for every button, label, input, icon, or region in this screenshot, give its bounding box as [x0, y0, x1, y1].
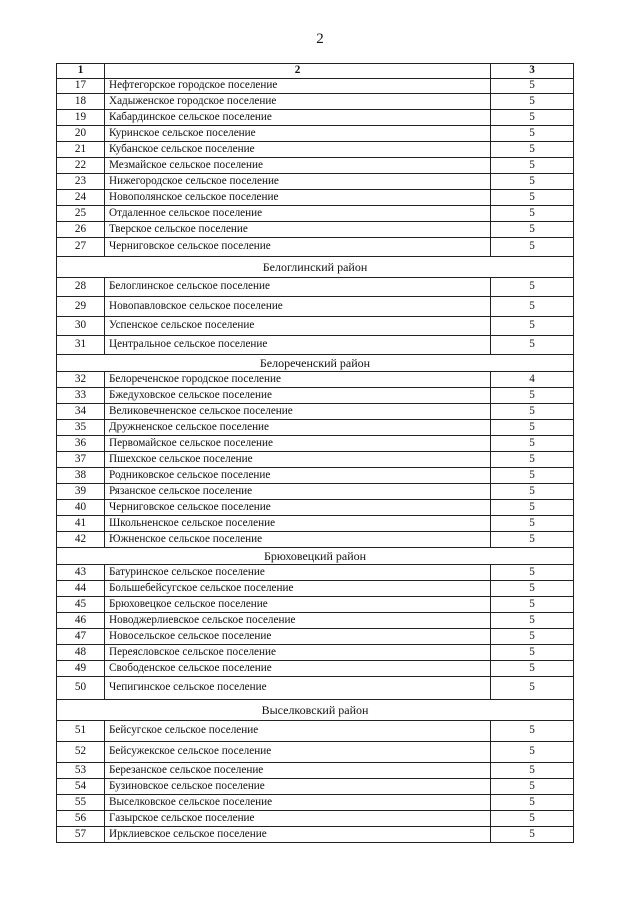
row-number: 55	[57, 795, 105, 811]
table-row	[57, 142, 574, 158]
table-row	[57, 468, 574, 484]
settlement-name: Бейсужекское сельское поселение	[105, 742, 491, 763]
settlement-name: Пшехское сельское поселение	[105, 452, 491, 468]
table-row	[57, 452, 574, 468]
value-cell: 5	[491, 779, 574, 795]
table-row	[57, 779, 574, 795]
table-row	[57, 126, 574, 142]
table-row	[57, 174, 574, 190]
value-cell: 5	[491, 142, 574, 158]
header-col-1: 1	[57, 64, 105, 79]
value-cell: 5	[491, 629, 574, 645]
settlement-name: Школьненское сельское поселение	[105, 516, 491, 532]
value-cell: 5	[491, 158, 574, 174]
settlement-name: Ирклиевское сельское поселение	[105, 827, 491, 843]
row-number: 27	[57, 238, 105, 257]
row-number: 56	[57, 811, 105, 827]
value-cell: 5	[491, 468, 574, 484]
row-number: 41	[57, 516, 105, 532]
value-cell: 5	[491, 206, 574, 222]
value-cell: 5	[491, 317, 574, 336]
settlement-name: Черниговское сельское поселение	[105, 500, 491, 516]
table-row	[57, 317, 574, 336]
table-row	[57, 742, 574, 763]
settlement-name: Хадыженское городское поселение	[105, 94, 491, 110]
settlement-name: Кабардинское сельское поселение	[105, 110, 491, 126]
row-number: 51	[57, 721, 105, 742]
value-cell: 5	[491, 79, 574, 94]
value-cell: 5	[491, 336, 574, 355]
settlement-name: Отдаленное сельское поселение	[105, 206, 491, 222]
value-cell: 5	[491, 222, 574, 238]
row-number: 28	[57, 278, 105, 297]
row-number: 21	[57, 142, 105, 158]
table-body	[57, 79, 574, 843]
row-number: 39	[57, 484, 105, 500]
value-cell: 5	[491, 110, 574, 126]
table-row	[57, 222, 574, 238]
row-number: 17	[57, 79, 105, 94]
settlement-name: Бейсугское сельское поселение	[105, 721, 491, 742]
value-cell: 5	[491, 811, 574, 827]
district-header-row	[57, 257, 574, 278]
value-cell: 5	[491, 484, 574, 500]
row-number: 31	[57, 336, 105, 355]
table-row	[57, 372, 574, 388]
table-row	[57, 404, 574, 420]
settlement-name: Березанское сельское поселение	[105, 763, 491, 779]
value-cell: 5	[491, 516, 574, 532]
value-cell: 5	[491, 645, 574, 661]
value-cell: 5	[491, 763, 574, 779]
settlement-name: Рязанское сельское поселение	[105, 484, 491, 500]
district-title: Выселковский район	[57, 700, 574, 721]
value-cell: 5	[491, 278, 574, 297]
page-number: 2	[316, 31, 324, 47]
settlement-name: Кубанское сельское поселение	[105, 142, 491, 158]
row-number: 34	[57, 404, 105, 420]
value-cell: 5	[491, 581, 574, 597]
value-cell: 5	[491, 500, 574, 516]
table-header	[57, 64, 574, 79]
row-number: 57	[57, 827, 105, 843]
settlement-name: Великовечненское сельское поселение	[105, 404, 491, 420]
row-number: 37	[57, 452, 105, 468]
table-row	[57, 721, 574, 742]
settlement-name: Батуринское сельское поселение	[105, 565, 491, 581]
table-row	[57, 811, 574, 827]
settlement-name: Белореченское городское поселение	[105, 372, 491, 388]
row-number: 19	[57, 110, 105, 126]
value-cell: 5	[491, 126, 574, 142]
row-number: 48	[57, 645, 105, 661]
row-number: 33	[57, 388, 105, 404]
value-cell: 5	[491, 297, 574, 317]
table-row	[57, 238, 574, 257]
table-row	[57, 565, 574, 581]
settlement-name: Чепигинское сельское поселение	[105, 677, 491, 700]
table-row	[57, 763, 574, 779]
settlement-name: Дружненское сельское поселение	[105, 420, 491, 436]
settlement-name: Переясловское сельское поселение	[105, 645, 491, 661]
settlement-name: Первомайское сельское поселение	[105, 436, 491, 452]
district-header-row	[57, 548, 574, 565]
row-number: 47	[57, 629, 105, 645]
table-row	[57, 158, 574, 174]
settlement-name: Черниговское сельское поселение	[105, 238, 491, 257]
settlement-name: Мезмайское сельское поселение	[105, 158, 491, 174]
row-number: 22	[57, 158, 105, 174]
table-row	[57, 500, 574, 516]
table-row	[57, 278, 574, 297]
row-number: 42	[57, 532, 105, 548]
header-col-3: 3	[491, 64, 574, 79]
value-cell: 5	[491, 388, 574, 404]
table-row	[57, 629, 574, 645]
row-number: 25	[57, 206, 105, 222]
table-row	[57, 645, 574, 661]
value-cell: 5	[491, 452, 574, 468]
settlement-name: Бузиновское сельское поселение	[105, 779, 491, 795]
row-number: 18	[57, 94, 105, 110]
row-number: 32	[57, 372, 105, 388]
row-number: 52	[57, 742, 105, 763]
row-number: 40	[57, 500, 105, 516]
district-header-row	[57, 355, 574, 372]
table-row	[57, 297, 574, 317]
settlement-name: Выселковское сельское поселение	[105, 795, 491, 811]
row-number: 43	[57, 565, 105, 581]
value-cell: 5	[491, 677, 574, 700]
row-number: 35	[57, 420, 105, 436]
settlement-name: Родниковское сельское поселение	[105, 468, 491, 484]
row-number: 45	[57, 597, 105, 613]
settlement-name: Газырское сельское поселение	[105, 811, 491, 827]
row-number: 54	[57, 779, 105, 795]
row-number: 23	[57, 174, 105, 190]
district-title: Брюховецкий район	[57, 548, 574, 565]
table-row	[57, 795, 574, 811]
settlement-name: Новоджерлиевское сельское поселение	[105, 613, 491, 629]
row-number: 36	[57, 436, 105, 452]
row-number: 20	[57, 126, 105, 142]
value-cell: 5	[491, 565, 574, 581]
table-row	[57, 79, 574, 94]
district-header-row	[57, 700, 574, 721]
table-row	[57, 206, 574, 222]
row-number: 29	[57, 297, 105, 317]
settlement-name: Новополянское сельское поселение	[105, 190, 491, 206]
value-cell: 5	[491, 190, 574, 206]
settlement-name: Нижегородское сельское поселение	[105, 174, 491, 190]
table-row	[57, 436, 574, 452]
value-cell: 5	[491, 742, 574, 763]
row-number: 24	[57, 190, 105, 206]
settlement-name: Свободенское сельское поселение	[105, 661, 491, 677]
settlement-name: Брюховецкое сельское поселение	[105, 597, 491, 613]
settlements-table	[56, 63, 574, 843]
value-cell: 5	[491, 795, 574, 811]
table-row	[57, 388, 574, 404]
table-row	[57, 484, 574, 500]
value-cell: 4	[491, 372, 574, 388]
row-number: 46	[57, 613, 105, 629]
value-cell: 5	[491, 661, 574, 677]
value-cell: 5	[491, 420, 574, 436]
table-row	[57, 597, 574, 613]
header-row	[57, 64, 574, 79]
table-row	[57, 827, 574, 843]
header-col-2: 2	[105, 64, 491, 79]
row-number: 49	[57, 661, 105, 677]
settlement-name: Южненское сельское поселение	[105, 532, 491, 548]
value-cell: 5	[491, 721, 574, 742]
value-cell: 5	[491, 238, 574, 257]
row-number: 50	[57, 677, 105, 700]
value-cell: 5	[491, 532, 574, 548]
row-number: 53	[57, 763, 105, 779]
value-cell: 5	[491, 174, 574, 190]
settlement-name: Успенское сельское поселение	[105, 317, 491, 336]
table-row	[57, 94, 574, 110]
table-row	[57, 110, 574, 126]
settlement-name: Новопавловское сельское поселение	[105, 297, 491, 317]
district-title: Белореченский район	[57, 355, 574, 372]
value-cell: 5	[491, 613, 574, 629]
table-row	[57, 532, 574, 548]
table-row	[57, 420, 574, 436]
settlement-name: Нефтегорское городское поселение	[105, 79, 491, 94]
row-number: 44	[57, 581, 105, 597]
table-row	[57, 581, 574, 597]
row-number: 38	[57, 468, 105, 484]
value-cell: 5	[491, 597, 574, 613]
settlement-name: Бжедуховское сельское поселение	[105, 388, 491, 404]
value-cell: 5	[491, 94, 574, 110]
settlement-name: Центральное сельское поселение	[105, 336, 491, 355]
settlement-name: Белоглинское сельское поселение	[105, 278, 491, 297]
row-number: 26	[57, 222, 105, 238]
settlement-name: Тверское сельское поселение	[105, 222, 491, 238]
table-row	[57, 516, 574, 532]
table-row	[57, 677, 574, 700]
table-row	[57, 613, 574, 629]
row-number: 30	[57, 317, 105, 336]
value-cell: 5	[491, 827, 574, 843]
value-cell: 5	[491, 404, 574, 420]
settlement-name: Новосельское сельское поселение	[105, 629, 491, 645]
settlement-name: Большебейсугское сельское поселение	[105, 581, 491, 597]
value-cell: 5	[491, 436, 574, 452]
table-row	[57, 661, 574, 677]
district-title: Белоглинский район	[57, 257, 574, 278]
settlement-name: Куринское сельское поселение	[105, 126, 491, 142]
table-row	[57, 190, 574, 206]
table-row	[57, 336, 574, 355]
